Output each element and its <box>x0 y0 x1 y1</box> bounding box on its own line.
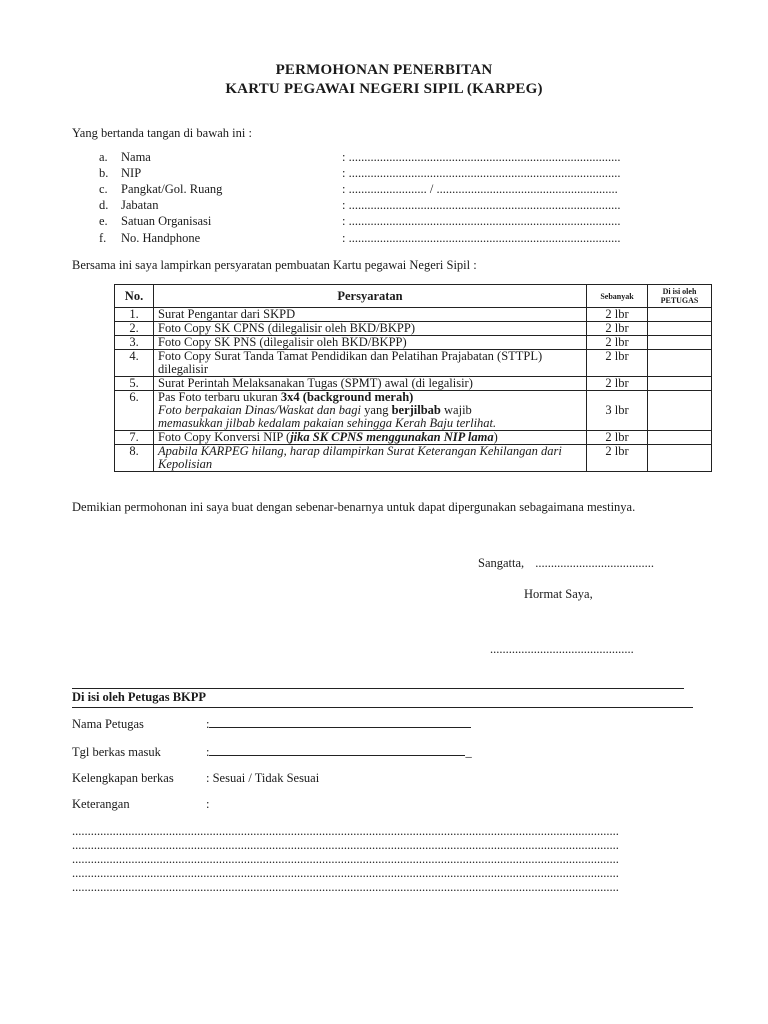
row-text: Foto Copy SK PNS (dilegalisir oleh BKD/BKPP) <box>154 336 587 350</box>
divider-line <box>72 688 684 689</box>
row-text-bold-italic: jika SK CPNS menggunakan NIP lama <box>290 430 494 444</box>
row-no: 6. <box>115 391 154 431</box>
officer-value[interactable]: : _ <box>206 745 472 759</box>
row-text-italic: memasukkan jilbab kedalam pakaian sehingga Kerah Baju terlihat. <box>158 416 497 430</box>
row-officer-check[interactable] <box>648 308 712 322</box>
header-officer <box>648 285 712 308</box>
form-title-line2: KARTU PEGAWAI NEGERI SIPIL (KARPEG) <box>225 81 543 97</box>
table-row <box>115 336 712 350</box>
officer-section-title: Di isi oleh Petugas BKPP <box>72 690 207 704</box>
row-text-bold: berjilbab <box>391 403 441 417</box>
field-label: No. Handphone <box>121 231 201 245</box>
row-officer-check[interactable] <box>648 322 712 336</box>
row-qty: 2 lbr <box>587 377 648 391</box>
row-qty: 2 lbr <box>587 431 648 445</box>
requirements-table <box>114 284 712 472</box>
field-value[interactable]: : ....................................................................................... <box>342 150 621 164</box>
form-title-line1: PERMOHONAN PENERBITAN <box>275 62 493 78</box>
row-text <box>154 431 587 445</box>
row-qty: 2 lbr <box>587 445 648 472</box>
notes-line[interactable]: ............................................................................................................................................................................... <box>72 866 619 880</box>
row-qty: 2 lbr <box>587 322 648 336</box>
row-text-part: Foto Copy Konversi NIP ( <box>158 430 291 444</box>
row-text-part: wajib <box>440 403 472 417</box>
notes-line[interactable]: ............................................................................................................................................................................... <box>72 852 619 866</box>
table-row <box>115 445 712 472</box>
field-label: Satuan Organisasi <box>121 214 212 228</box>
signature-line[interactable]: .............................................. <box>490 642 634 656</box>
table-row <box>115 350 712 377</box>
header-requirement: Persyaratan <box>154 285 587 308</box>
row-text-part: yang <box>361 403 392 417</box>
attachment-intro: Bersama ini saya lampirkan persyaratan pembuatan Kartu pegawai Negeri Sipil : <box>72 258 477 272</box>
row-text-bold: 3x4 (background merah) <box>280 390 414 404</box>
field-value[interactable]: : ....................................................................................... <box>342 214 621 228</box>
row-text-part: ) <box>493 430 498 444</box>
notes-line[interactable]: ............................................................................................................................................................................... <box>72 880 619 894</box>
officer-value[interactable]: : <box>206 716 471 732</box>
row-no: 5. <box>115 377 154 391</box>
row-no: 2. <box>115 322 154 336</box>
field-value[interactable]: : ....................................................................................... <box>342 166 621 180</box>
row-text: Surat Perintah Melaksanakan Tugas (SPMT) awal (di legalisir) <box>154 377 587 391</box>
field-letter: d. <box>99 198 109 212</box>
table-row <box>115 308 712 322</box>
row-qty: 2 lbr <box>587 336 648 350</box>
row-officer-check[interactable] <box>648 431 712 445</box>
row-text: Surat Pengantar dari SKPD <box>154 308 587 322</box>
row-text <box>154 391 587 431</box>
header-qty: Sebanyak <box>587 285 648 308</box>
intro-text: Yang bertanda tangan di bawah ini : <box>72 126 252 140</box>
row-no: 7. <box>115 431 154 445</box>
field-letter: b. <box>99 166 109 180</box>
field-label: NIP <box>121 166 142 180</box>
row-no: 1. <box>115 308 154 322</box>
table-header-row <box>115 285 712 308</box>
row-text-italic: Foto berpakaian Dinas/Waskat dan bagi <box>158 403 362 417</box>
row-officer-check[interactable] <box>648 377 712 391</box>
row-qty: 2 lbr <box>587 350 648 377</box>
notes-line[interactable]: ............................................................................................................................................................................... <box>72 838 619 852</box>
signature-place-date[interactable] <box>478 556 654 571</box>
table-row <box>115 431 712 445</box>
field-letter: e. <box>99 214 108 228</box>
place-label: Sangatta, <box>478 556 525 570</box>
header-officer-line1: Di isi oleh <box>662 287 697 296</box>
field-label: Pangkat/Gol. Ruang <box>121 182 223 196</box>
field-letter: f. <box>99 231 107 245</box>
row-officer-check[interactable] <box>648 391 712 431</box>
table-row <box>115 322 712 336</box>
field-label: Jabatan <box>121 198 159 212</box>
officer-label: Tgl berkas masuk <box>72 745 161 759</box>
field-value[interactable]: : ......................... / .......................................................... <box>342 182 618 196</box>
row-officer-check[interactable] <box>648 336 712 350</box>
officer-label: Nama Petugas <box>72 717 144 731</box>
officer-label: Keterangan <box>72 797 130 811</box>
row-no: 3. <box>115 336 154 350</box>
field-letter: a. <box>99 150 108 164</box>
row-qty: 3 lbr <box>587 391 648 431</box>
row-text: Apabila KARPEG hilang, harap dilampirkan Surat Keterangan Kehilangan dari Kepolisian <box>154 445 587 472</box>
row-officer-check[interactable] <box>648 445 712 472</box>
date-dots[interactable]: ...................................... <box>535 556 655 570</box>
field-value[interactable]: : ....................................................................................... <box>342 231 621 245</box>
officer-value[interactable]: : Sesuai / Tidak Sesuai <box>206 771 320 785</box>
row-officer-check[interactable] <box>648 350 712 377</box>
field-value[interactable]: : ....................................................................................... <box>342 198 621 212</box>
officer-label: Kelengkapan berkas <box>72 771 174 785</box>
table-row <box>115 391 712 431</box>
divider-line <box>72 707 693 708</box>
row-no: 8. <box>115 445 154 472</box>
notes-line[interactable]: ............................................................................................................................................................................... <box>72 824 619 838</box>
field-label: Nama <box>121 150 151 164</box>
row-qty: 2 lbr <box>587 308 648 322</box>
table-row <box>115 377 712 391</box>
row-no: 4. <box>115 350 154 377</box>
regards-text: Hormat Saya, <box>524 587 593 601</box>
row-text: Foto Copy Surat Tanda Tamat Pendidikan dan Pelatihan Prajabatan (STTPL) dilegalisir <box>154 350 587 377</box>
field-letter: c. <box>99 182 108 196</box>
officer-value[interactable]: : <box>206 797 210 811</box>
row-text-part: Pas Foto terbaru ukuran <box>158 390 281 404</box>
header-officer-line2: PETUGAS <box>660 296 699 305</box>
header-no: No. <box>115 285 154 308</box>
row-text: Foto Copy SK CPNS (dilegalisir oleh BKD/BKPP) <box>154 322 587 336</box>
closing-statement: Demikian permohonan ini saya buat dengan sebenar-benarnya untuk dapat dipergunakan sebagaimana mestinya. <box>72 500 636 514</box>
